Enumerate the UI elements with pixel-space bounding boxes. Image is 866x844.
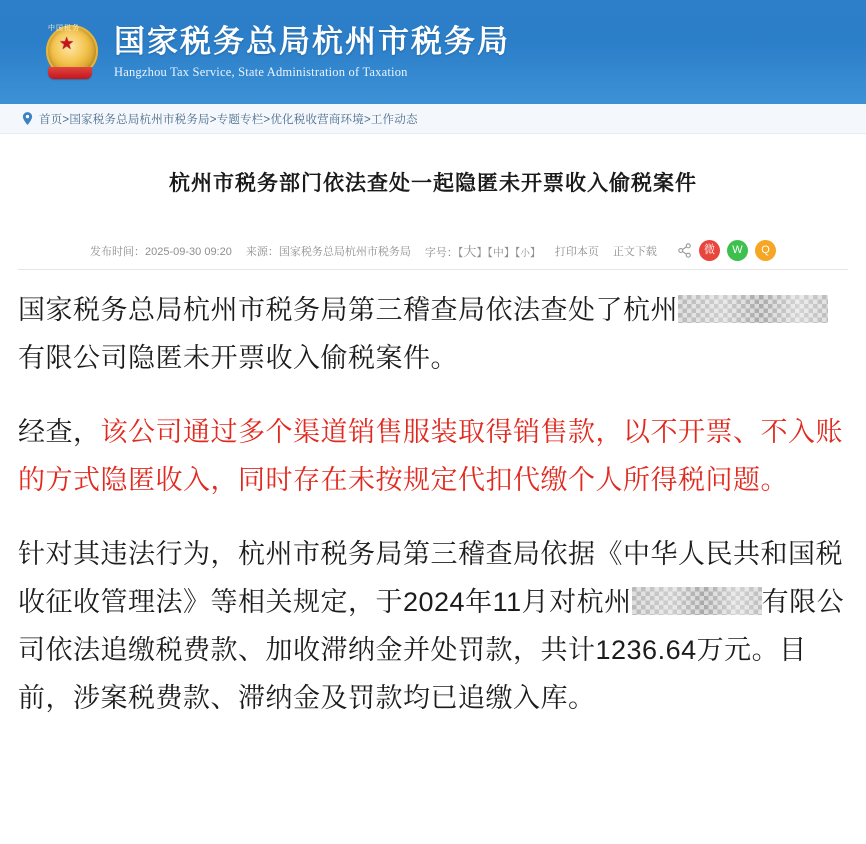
font-size-sep-2: 】【 (503, 247, 521, 259)
paragraph-1-text-b: 有限公司隐匿未开票收入偷税案件。 (18, 343, 458, 373)
source-label: 来源： (245, 245, 279, 258)
article-header (0, 134, 866, 200)
page-bottom-spacer (0, 838, 866, 844)
paragraph-3-text-b: 有限公司依法追缴税费款、加收滞纳金并处罚款，共计1236.64万元。目前，涉案税费款、滞纳金及罚款均已追缴入库。 (18, 587, 845, 713)
print-page-button[interactable]: 打印本页 (554, 245, 599, 258)
page-title: 杭州市税务部门依法查处一起隐匿未开票收入偷税案件 (169, 172, 697, 195)
font-size-bracket-open: 【 (457, 247, 464, 259)
national-emblem-icon: ★ 中国税务 (42, 23, 100, 81)
qzone-share-icon[interactable]: Q (755, 240, 776, 261)
mosaic-block-1 (678, 295, 828, 323)
font-size-small-button[interactable]: 小 (520, 248, 530, 259)
publish-time-value: 2025-09-30 09:20 (145, 245, 232, 258)
download-article-button[interactable]: 正文下载 (612, 245, 657, 258)
font-size-label: 字号： (424, 247, 458, 259)
font-size-sep-1: 】【 (476, 247, 493, 259)
site-title-cn: 国家税务总局杭州市税务局 (114, 24, 510, 59)
mosaic-block-2 (632, 587, 762, 615)
breadcrumb (0, 104, 866, 134)
site-header (0, 0, 866, 104)
article-paragraph-1 (18, 286, 848, 382)
font-size-large-button[interactable]: 大 (463, 244, 477, 259)
site-title-block (114, 23, 510, 81)
sina-weibo-share-icon[interactable]: 微 (699, 240, 720, 261)
font-size-switcher[interactable] (425, 241, 541, 260)
font-size-medium-button[interactable]: 中 (492, 247, 504, 259)
article-meta-left (90, 241, 657, 260)
article-body (0, 270, 866, 722)
paragraph-2-lead: 经查， (18, 417, 101, 447)
source-value: 国家税务总局杭州市税务局 (278, 245, 411, 258)
breadcrumb-text[interactable]: 首页>国家税务总局杭州市税务局>专题专栏>优化税收营商环境>工作动态 (39, 113, 418, 126)
publish-time (90, 243, 232, 259)
font-size-bracket-close: 】 (529, 247, 541, 259)
wechat-share-icon[interactable]: W (727, 240, 748, 261)
paragraph-2-highlight: 该公司通过多个渠道销售服装取得销售款，以不开票、不入账的方式隐匿收入，同时存在未按规定代扣代缴个人所得税问题。 (18, 417, 843, 495)
location-pin-icon (22, 112, 33, 125)
paragraph-3-text-a: 针对其违法行为，杭州市税务局第三稽查局依据《中华人民共和国税收征收管理法》等相关规定，于2024年11月对杭州 (18, 539, 843, 617)
article-paragraph-2 (18, 408, 848, 504)
article-paragraph-3 (18, 530, 848, 722)
share-nodes-icon[interactable] (677, 243, 692, 258)
share-group (677, 240, 776, 261)
site-title-en: Hangzhou Tax Service, State Administration of Taxation (114, 65, 408, 79)
article-source (246, 243, 411, 259)
emblem-ribbon-text: 中国税务 (48, 25, 80, 32)
publish-time-label: 发布时间： (90, 245, 145, 258)
article-meta-row (0, 240, 866, 261)
paragraph-1-text-a: 国家税务总局杭州市税务局第三稽查局依法查处了杭州 (18, 295, 678, 325)
